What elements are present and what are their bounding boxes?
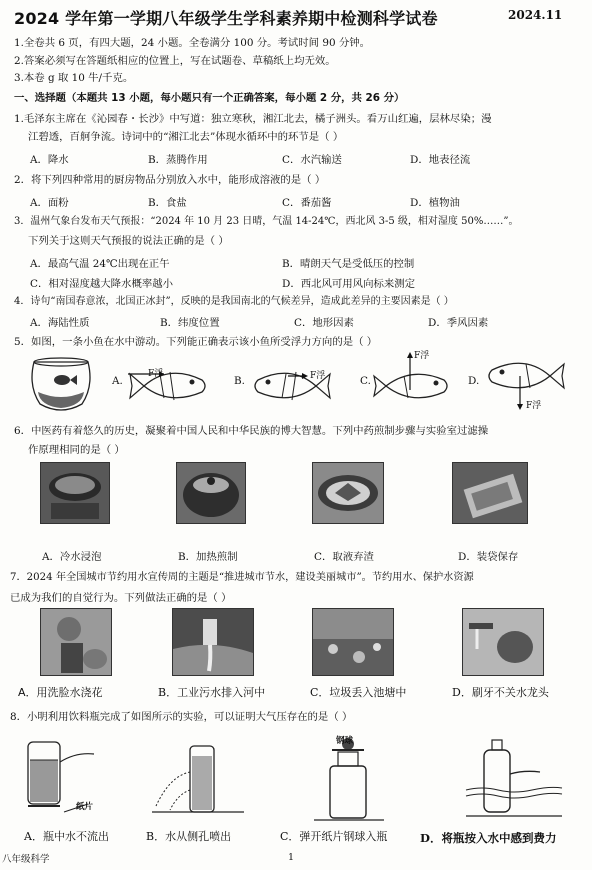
q4-option-a: A．海陆性质 [30,317,90,329]
q6-line2: 作原理相同的是（ ） [28,444,125,456]
q3-option-a: A．最高气温 24℃出现在正午 [30,258,170,270]
q7-photo-industrial-sewage [172,608,254,676]
q8-label-paper: 纸片 [76,802,94,812]
q8-caption-d: D．将瓶按入水中感到费力 [420,831,557,845]
q8-caption-b: B．水从侧孔喷出 [146,830,232,843]
q3-option-d: D．西北风可用风向标来测定 [282,278,416,290]
footer-subject: 八年级科学 [2,854,50,865]
q6-photo-soaking [40,462,110,524]
q8-caption-c: C．弹开纸片钢球入瓶 [280,830,388,843]
q3-option-b: B．晴朗天气是受低压的控制 [282,258,415,270]
q8-caption-a: A．瓶中水不流出 [24,830,109,843]
q7-caption-b: B．工业污水排入河中 [158,686,266,699]
q4-option-d: D．季风因素 [428,317,489,329]
q1-option-c: C．水汽输送 [282,154,342,166]
q5-force-b: F浮 [310,371,326,381]
q2-stem: 2．将下列四种常用的厨房物品分别放入水中，能形成溶液的是（ ） [14,174,326,186]
exam-date: 2024.11 [508,8,563,22]
note-3: 3.本卷 g 取 10 牛/千克。 [14,72,134,84]
note-1: 1.全卷共 6 页，有四大题，24 小题。全卷满分 100 分。考试时间 90 分钟。 [14,37,371,49]
q7-photo-garbage-pond [312,608,394,676]
q5-label-b: B. [234,375,245,387]
q7-caption-a: A．用洗脸水浇花 [18,686,103,699]
q1-line2: 江碧透，百舸争流。诗词中的“湘江北去”体现水循环中的环节是（ ） [28,131,344,143]
q2-option-c: C．番茄酱 [282,197,332,209]
q8-stem: 8．小明利用饮料瓶完成了如图所示的实验，可以证明大气压存在的是（ ） [10,711,353,723]
q4-option-b: B．纬度位置 [160,317,220,329]
q6-caption-b: B．加热煎制 [178,551,238,563]
q5-label-c: C. [360,375,371,387]
q6-photo-filtering [312,462,384,524]
q1-option-b: B．蒸腾作用 [148,154,208,166]
exam-title: 2024 学年第一学期八年级学生学科素养期中检测科学试卷 [14,9,438,28]
q5-stem: 5．如图，一条小鱼在水中游动。下列能正确表示该小鱼所受浮力方向的是（ ） [14,336,378,348]
footer-page-number: 1 [288,852,295,863]
q6-caption-d: D．装袋保存 [458,551,519,563]
q3-option-c: C．相对湿度越大降水概率越小 [30,278,174,290]
q6-photo-boiling [176,462,246,524]
q8-figure-d-bottle [462,730,572,826]
q6-photo-bagging [452,462,528,524]
q4-option-c: C．地形因素 [294,317,354,329]
q1-option-d: D．地表径流 [410,154,471,166]
q5-force-c: F浮 [414,351,430,361]
section-heading: 一、选择题（本题共 13 小题，每小题只有一个正确答案，每小题 2 分，共 26 分） [14,92,405,104]
q5-label-a: A. [112,375,123,387]
q8-figure-c-bottle [306,730,406,826]
q5-force-a: F浮 [148,369,164,379]
q7-line1: 7．2024 年全国城市节约用水宣传周的主题是“推进城市节水，建设美丽城市”。节约用水、保护水资源 [10,572,474,583]
q6-caption-c: C．取液弃渣 [314,551,374,563]
q7-photo-brushing-teeth [462,608,544,676]
q1-option-a: A．降水 [30,154,69,166]
q2-option-d: D．植物油 [410,197,460,209]
q6-caption-a: A．冷水浸泡 [42,551,102,563]
q7-photo-watering-flowers [40,608,112,676]
q7-line2: 已成为我们的自觉行为。下列做法正确的是（ ） [10,592,232,604]
q3-line2: 下列关于这则天气预报的说法正确的是（ ） [28,235,229,247]
q8-figure-b-bottle [148,732,248,822]
q8-label-steel-ball: 钢球 [336,736,354,746]
fishbowl-figure [26,356,96,414]
q1-line1: 1.毛泽东主席在《沁园春・长沙》中写道：独立寒秋，湘江北去，橘子洲头。看万山红遍，层林尽染；漫 [14,113,492,125]
q2-option-b: B．食盐 [148,197,187,209]
q5-label-d: D. [468,375,480,387]
fish-d-figure [480,350,570,412]
q7-caption-c: C．垃圾丢入池塘中 [310,686,407,699]
q8-figure-a-bottle [14,732,124,822]
q2-option-a: A．面粉 [30,197,69,209]
fish-a-figure [124,360,220,410]
note-2: 2.答案必须写在答题纸相应的位置上，写在试题卷、草稿纸上均无效。 [14,55,336,67]
q7-caption-d: D．刷牙不关水龙头 [452,686,549,699]
q4-stem: 4．诗句“南国春意浓，北国正冰封”，反映的是我国南北的气候差异，造成此差异的主要因素是（ ） [14,296,454,307]
q6-line1: 6．中医药有着悠久的历史，凝聚着中国人民和中华民族的博大智慧。下列中药煎制步骤与实验室过滤操 [14,425,489,437]
q5-force-d: F浮 [526,401,542,411]
q3-line1: 3．温州气象台发布天气预报：“2024 年 10 月 23 日晴，气温 14-24℃，西北风 3-5 级，相对湿度 50%……”。 [14,216,519,227]
